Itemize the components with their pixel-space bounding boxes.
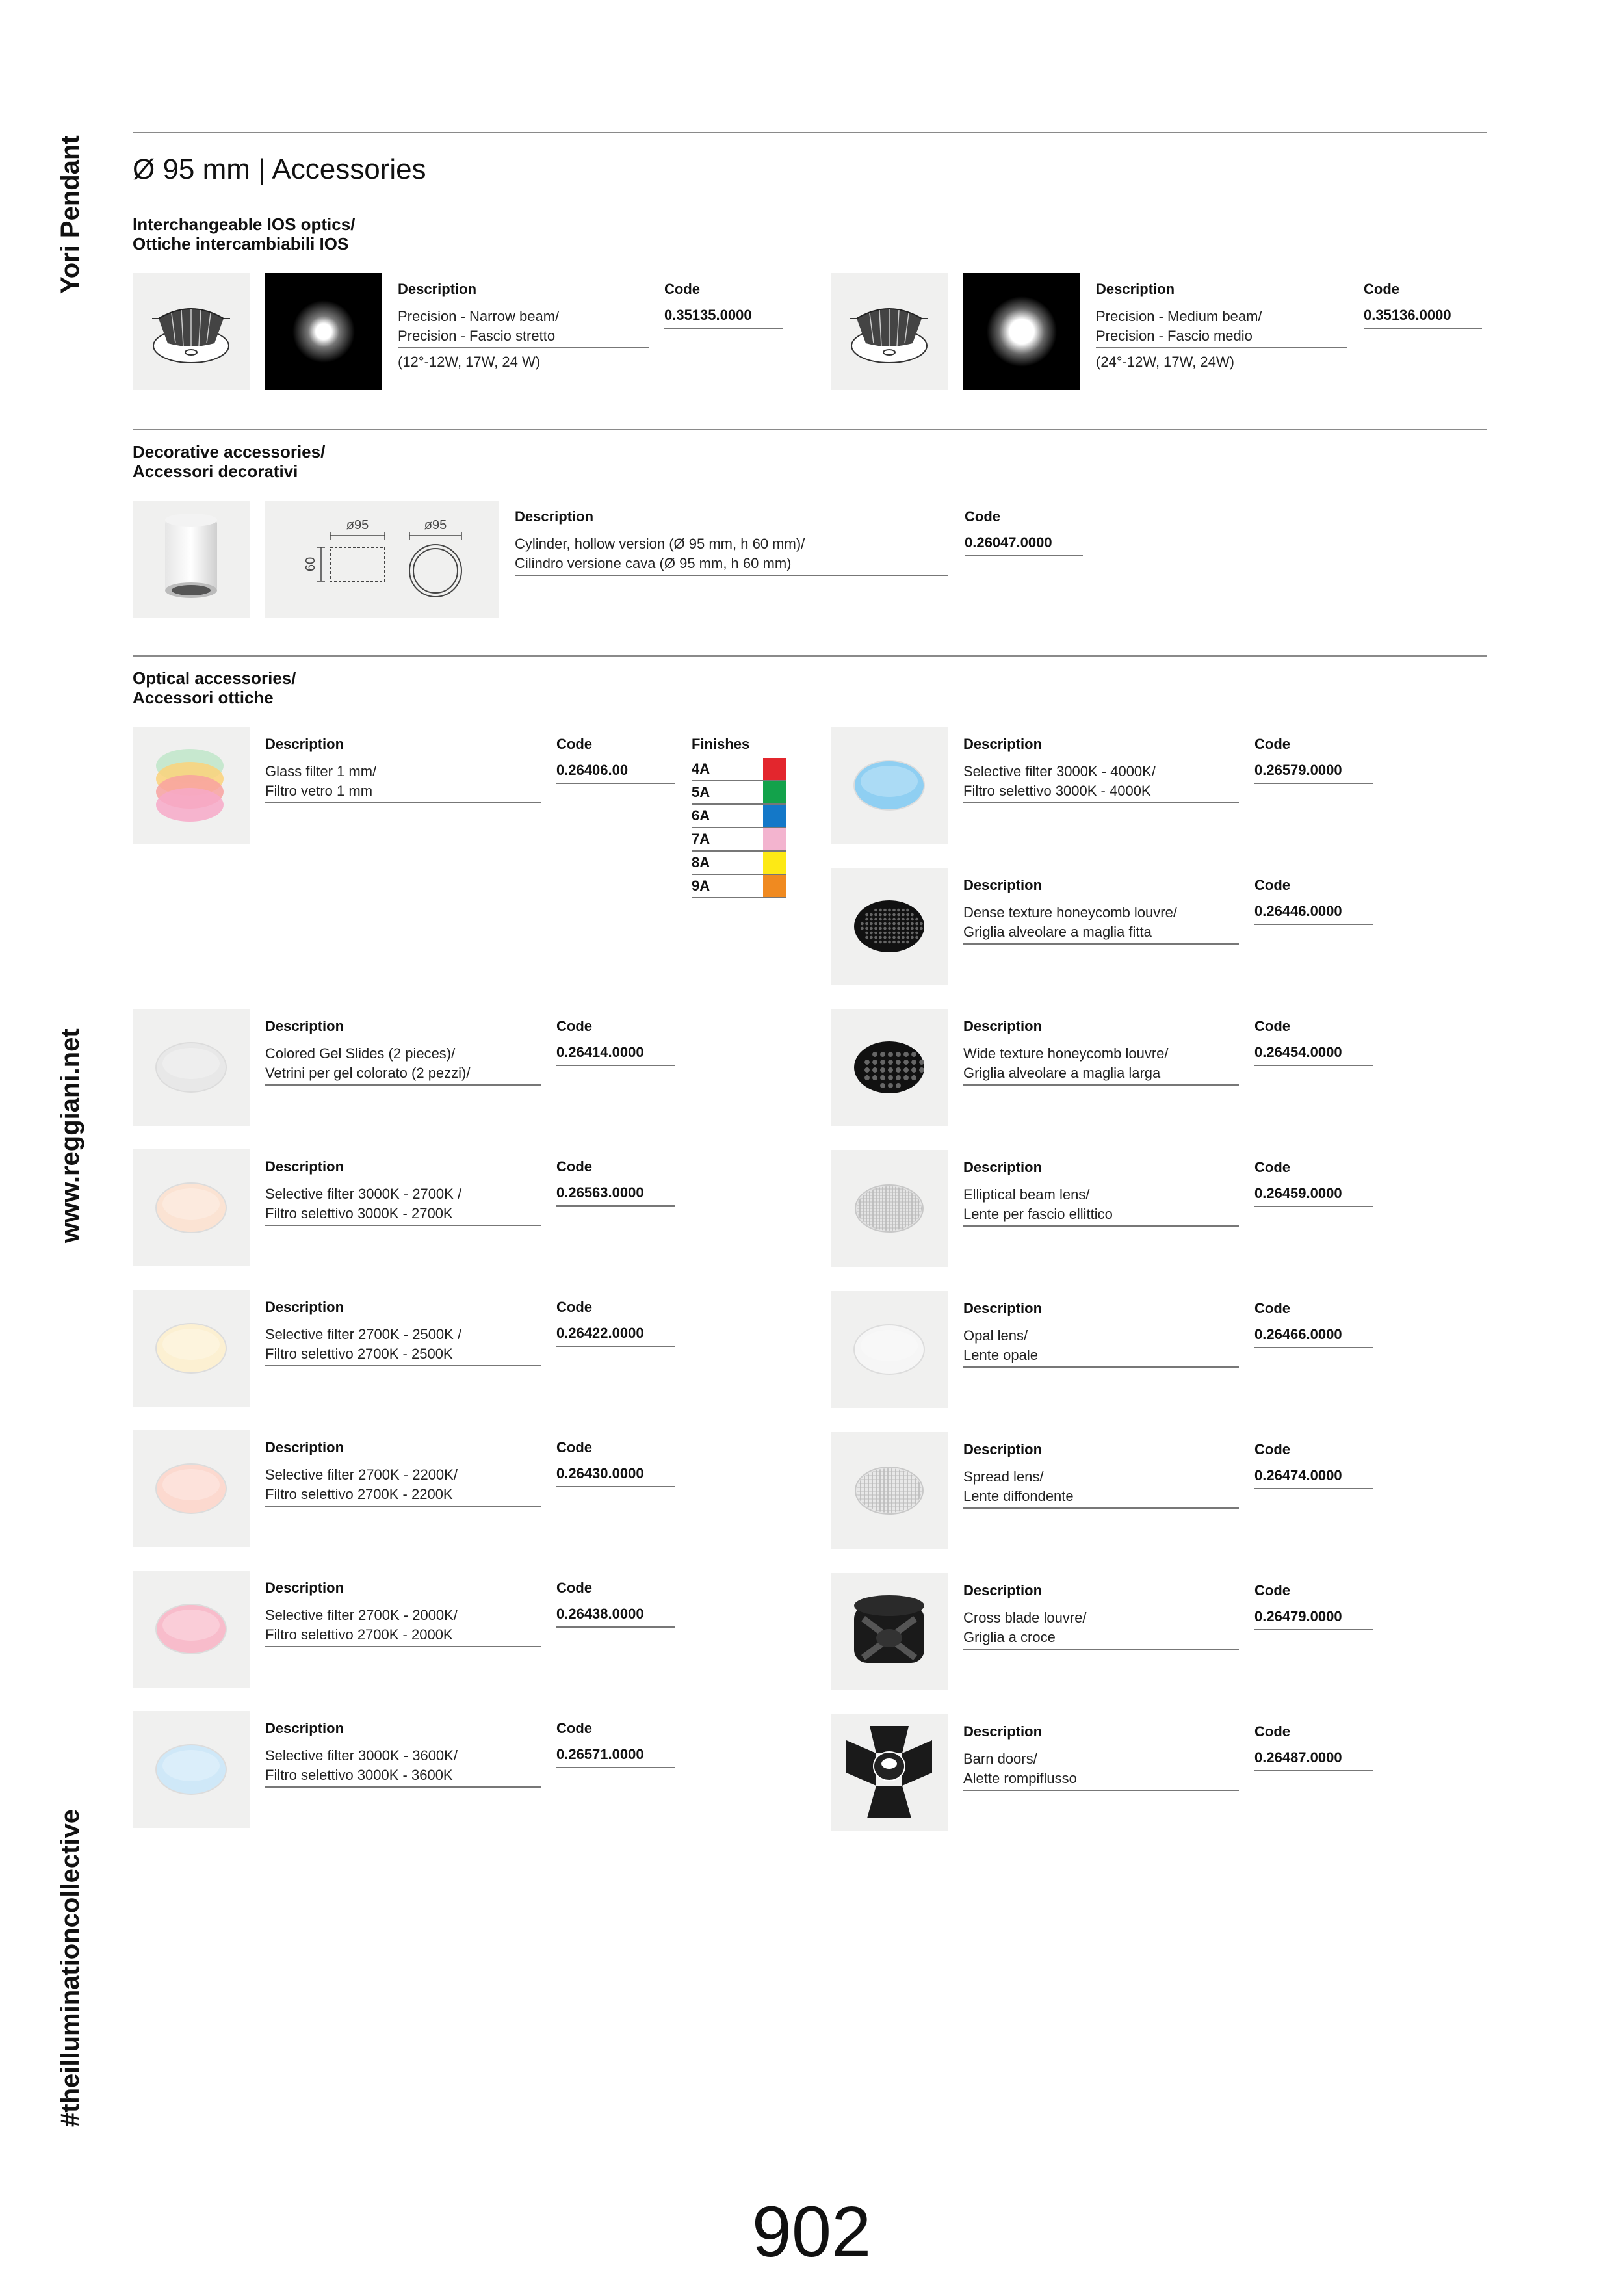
code-label: Code: [556, 1018, 592, 1034]
barn-doors-icon: [831, 1714, 948, 1831]
description-label: Description: [963, 1300, 1043, 1316]
code-label: Code: [1254, 1582, 1290, 1598]
section-title-ios: Interchangeable IOS optics/ Ottiche intercambiabili IOS: [133, 215, 356, 254]
narrow-beam-icon: [265, 273, 382, 390]
divider-optical: [133, 655, 1487, 657]
side-hashtag: #theilluminationcollective: [56, 1808, 84, 2127]
description-line: Griglia alveolare a maglia larga: [963, 1065, 1161, 1081]
divider-decorative: [133, 429, 1487, 430]
description-line: (12°-12W, 17W, 24 W): [398, 354, 541, 370]
opal-lens-icon: [831, 1291, 948, 1408]
description-label: Description: [398, 281, 477, 297]
cross-blade-icon: [831, 1573, 948, 1690]
left-item-3-description: [265, 1299, 541, 1366]
dim-diameter-1: ø95: [346, 518, 369, 532]
right-item-4-code: [1254, 1159, 1373, 1207]
finish-row: [692, 852, 786, 875]
code-label: Code: [1254, 1723, 1290, 1740]
description-line: Colored Gel Slides (2 pieces)/: [265, 1045, 456, 1062]
finish-swatch: [763, 781, 786, 803]
description-label: Description: [265, 1580, 344, 1596]
code-value: 0.26422.0000: [556, 1325, 675, 1347]
description-line: Filtro vetro 1 mm: [265, 783, 373, 799]
description-line: Filtro selettivo 3000K - 3600K: [265, 1767, 453, 1783]
right-item-1-description: [963, 736, 1239, 803]
right-item-7-code: [1254, 1582, 1373, 1630]
code-label: Code: [1254, 736, 1290, 752]
dim-diameter-2: ø95: [424, 518, 447, 532]
right-item-7-description: [963, 1582, 1239, 1650]
description-line: Griglia a croce: [963, 1629, 1056, 1645]
glass-filter-thumb: [133, 727, 250, 844]
finish-code: 9A: [692, 878, 710, 894]
right-item-3-code: [1254, 1018, 1373, 1066]
fixture-icon: [831, 273, 948, 390]
left-item-1-description: [265, 1018, 541, 1086]
finish-row: [692, 758, 786, 781]
left-item-6-description: [265, 1720, 541, 1788]
description-label: Description: [515, 508, 594, 525]
code-label: Code: [1254, 1300, 1290, 1316]
ios-description-2: [1096, 281, 1347, 372]
code-value: 0.26474.0000: [1254, 1467, 1373, 1489]
description-line: Elliptical beam lens/: [963, 1186, 1090, 1203]
ios-code-1: [664, 281, 783, 329]
description-label: Description: [963, 1723, 1043, 1740]
finish-row: [692, 875, 786, 898]
medium-beam-icon: [963, 273, 1080, 390]
left-item-2-thumb: [133, 1149, 250, 1266]
side-product-name: Yori Pendant: [56, 135, 84, 294]
description-line: Selective filter 2700K - 2500K /: [265, 1326, 462, 1342]
section-title-optical: Optical accessories/ Accessori ottiche: [133, 668, 296, 707]
code-label: Code: [1254, 1159, 1290, 1175]
description-line: Selective filter 3000K - 4000K/: [963, 763, 1156, 779]
description-label: Description: [265, 1720, 344, 1736]
code-value: 0.26430.0000: [556, 1465, 675, 1487]
left-item-3-thumb: [133, 1290, 250, 1407]
spread-lens-icon: [831, 1432, 948, 1549]
left-item-1-thumb: [133, 1009, 250, 1126]
right-item-6-thumb: [831, 1432, 948, 1549]
description-line: Filtro selettivo 2700K - 2000K: [265, 1626, 453, 1643]
finish-code: 6A: [692, 807, 710, 824]
description-label: Description: [963, 1441, 1043, 1457]
right-item-6-code: [1254, 1441, 1373, 1489]
description-label: Description: [963, 1159, 1043, 1175]
finish-code: 5A: [692, 784, 710, 800]
code-value: 0.26579.0000: [1254, 762, 1373, 784]
description-line: Precision - Fascio stretto: [398, 328, 556, 344]
description-line: Glass filter 1 mm/: [265, 763, 377, 779]
decorative-code: [965, 508, 1083, 556]
description-line: Dense texture honeycomb louvre/: [963, 904, 1177, 920]
code-label: Code: [556, 1720, 592, 1736]
finish-swatch: [763, 805, 786, 827]
glass-filter-code: [556, 736, 675, 784]
glass-filter-description: [265, 736, 541, 803]
ios-beam-thumb-1: [265, 273, 382, 390]
code-value: 0.26454.0000: [1254, 1044, 1373, 1066]
description-label: Description: [265, 1158, 344, 1175]
gel-slide-icon: [133, 1009, 250, 1126]
dim-height: 60: [304, 556, 318, 572]
left-item-4-thumb: [133, 1430, 250, 1547]
code-value: 0.26466.0000: [1254, 1326, 1373, 1348]
description-line: Filtro selettivo 2700K - 2500K: [265, 1346, 453, 1362]
section-title-decorative: Decorative accessories/ Accessori decorativi: [133, 442, 326, 481]
right-item-4-thumb: [831, 1150, 948, 1267]
wide-honeycomb-icon: [831, 1009, 948, 1126]
description-label: Description: [1096, 281, 1175, 297]
description-label: Description: [265, 1299, 344, 1315]
cylinder-icon: [133, 501, 250, 618]
finish-row: [692, 805, 786, 828]
ios-description-1: [398, 281, 649, 372]
description-line: Cross blade louvre/: [963, 1610, 1087, 1626]
right-item-1-code: [1254, 736, 1373, 784]
description-label: Description: [963, 877, 1043, 893]
code-label: Code: [556, 1158, 592, 1175]
code-value: 0.26047.0000: [965, 534, 1083, 556]
description-line: Lente diffondente: [963, 1488, 1074, 1504]
description-line: Selective filter 3000K - 2700K /: [265, 1186, 462, 1202]
finish-swatch: [763, 758, 786, 780]
finish-row: [692, 781, 786, 805]
description-label: Description: [963, 1582, 1043, 1598]
filter-2700-2000-icon: [133, 1571, 250, 1688]
code-value: 0.26446.0000: [1254, 903, 1373, 925]
right-item-5-code: [1254, 1300, 1373, 1348]
left-item-2-description: [265, 1158, 541, 1226]
code-label: Code: [556, 1580, 592, 1596]
ios-fixture-thumb-2: [831, 273, 948, 390]
description-line: Vetrini per gel colorato (2 pezzi)/: [265, 1065, 471, 1081]
description-line: Precision - Narrow beam/: [398, 308, 560, 324]
description-line: Lente opale: [963, 1347, 1038, 1363]
page-title: Ø 95 mm | Accessories: [133, 153, 426, 185]
right-item-4-description: [963, 1159, 1239, 1227]
description-line: (24°-12W, 17W, 24W): [1096, 354, 1234, 370]
filter-3000-3600-icon: [133, 1711, 250, 1828]
filter-2700-2200-icon: [133, 1430, 250, 1547]
right-item-5-thumb: [831, 1291, 948, 1408]
description-line: Cilindro versione cava (Ø 95 mm, h 60 mm): [515, 555, 792, 571]
description-label: Description: [963, 736, 1043, 752]
code-value: 0.26438.0000: [556, 1606, 675, 1628]
divider-top: [133, 132, 1487, 133]
code-label: Code: [965, 508, 1000, 525]
code-value: 0.26571.0000: [556, 1746, 675, 1768]
decorative-drawing-thumb: [265, 501, 499, 618]
right-item-2-thumb: [831, 868, 948, 985]
description-line: Opal lens/: [963, 1327, 1028, 1344]
description-line: Lente per fascio ellittico: [963, 1206, 1113, 1222]
left-item-1-code: [556, 1018, 675, 1066]
description-line: Selective filter 2700K - 2000K/: [265, 1607, 458, 1623]
code-value: 0.26459.0000: [1254, 1185, 1373, 1207]
code-value: 0.26479.0000: [1254, 1608, 1373, 1630]
description-line: Barn doors/: [963, 1751, 1037, 1767]
code-label: Code: [556, 1299, 592, 1315]
code-label: Code: [1364, 281, 1399, 297]
description-line: Alette rompiflusso: [963, 1770, 1077, 1786]
code-value: 0.35135.0000: [664, 307, 783, 329]
description-line: Filtro selettivo 2700K - 2200K: [265, 1486, 453, 1502]
elliptical-lens-icon: [831, 1150, 948, 1267]
description-label: Description: [265, 1439, 344, 1455]
right-item-2-code: [1254, 877, 1373, 925]
right-item-3-description: [963, 1018, 1239, 1086]
right-item-6-description: [963, 1441, 1239, 1509]
code-value: 0.26414.0000: [556, 1044, 675, 1066]
finish-row: [692, 828, 786, 852]
left-item-4-description: [265, 1439, 541, 1507]
filter-2700-2500-icon: [133, 1290, 250, 1407]
right-item-7-thumb: [831, 1573, 948, 1690]
description-line: Cylinder, hollow version (Ø 95 mm, h 60 mm)/: [515, 536, 805, 552]
right-item-2-description: [963, 877, 1239, 945]
left-item-3-code: [556, 1299, 675, 1347]
description-line: Filtro selettivo 3000K - 4000K: [963, 783, 1151, 799]
description-line: Selective filter 2700K - 2200K/: [265, 1467, 458, 1483]
left-item-5-thumb: [133, 1571, 250, 1688]
description-line: Spread lens/: [963, 1468, 1044, 1485]
description-label: Description: [265, 1018, 344, 1034]
description-label: Description: [963, 1018, 1043, 1034]
left-item-6-code: [556, 1720, 675, 1768]
code-value: 0.35136.0000: [1364, 307, 1482, 329]
right-item-8-description: [963, 1723, 1239, 1791]
left-item-6-thumb: [133, 1711, 250, 1828]
finishes-label: Finishes: [692, 736, 750, 752]
dimension-drawing-icon: [265, 501, 499, 618]
finish-code: 8A: [692, 854, 710, 870]
code-value: 0.26563.0000: [556, 1184, 675, 1207]
right-item-5-description: [963, 1300, 1239, 1368]
code-label: Code: [1254, 877, 1290, 893]
dense-honeycomb-icon: [831, 868, 948, 985]
finish-code: 7A: [692, 831, 710, 847]
page-number: 902: [751, 2192, 872, 2272]
finish-swatch: [763, 828, 786, 850]
decorative-product-thumb: [133, 501, 250, 618]
finish-swatch: [763, 852, 786, 874]
description-line: Wide texture honeycomb louvre/: [963, 1045, 1169, 1062]
glass-filter-icon: [133, 727, 250, 844]
code-label: Code: [556, 1439, 592, 1455]
description-line: Selective filter 3000K - 3600K/: [265, 1747, 458, 1764]
finish-swatch: [763, 875, 786, 897]
ios-fixture-thumb-1: [133, 273, 250, 390]
code-label: Code: [664, 281, 700, 297]
decorative-description: [515, 508, 948, 576]
code-label: Code: [1254, 1441, 1290, 1457]
side-website: www.reggiani.net: [56, 1028, 84, 1243]
code-value: 0.26487.0000: [1254, 1749, 1373, 1771]
right-item-8-code: [1254, 1723, 1373, 1771]
description-line: Precision - Fascio medio: [1096, 328, 1253, 344]
description-line: Precision - Medium beam/: [1096, 308, 1262, 324]
right-item-3-thumb: [831, 1009, 948, 1126]
right-item-8-thumb: [831, 1714, 948, 1831]
right-item-1-thumb: [831, 727, 948, 844]
left-item-4-code: [556, 1439, 675, 1487]
left-item-5-code: [556, 1580, 675, 1628]
code-label: Code: [556, 736, 592, 752]
ios-beam-thumb-2: [963, 273, 1080, 390]
description-line: Filtro selettivo 3000K - 2700K: [265, 1205, 453, 1221]
filter-3000-4000-icon: [831, 727, 948, 844]
code-label: Code: [1254, 1018, 1290, 1034]
description-line: Griglia alveolare a maglia fitta: [963, 924, 1152, 940]
finish-code: 4A: [692, 761, 710, 777]
filter-3000-2700-icon: [133, 1149, 250, 1266]
left-item-5-description: [265, 1580, 541, 1647]
left-item-2-code: [556, 1158, 675, 1207]
code-value: 0.26406.00: [556, 762, 675, 784]
ios-code-2: [1364, 281, 1482, 329]
fixture-icon: [133, 273, 250, 390]
description-label: Description: [265, 736, 344, 752]
